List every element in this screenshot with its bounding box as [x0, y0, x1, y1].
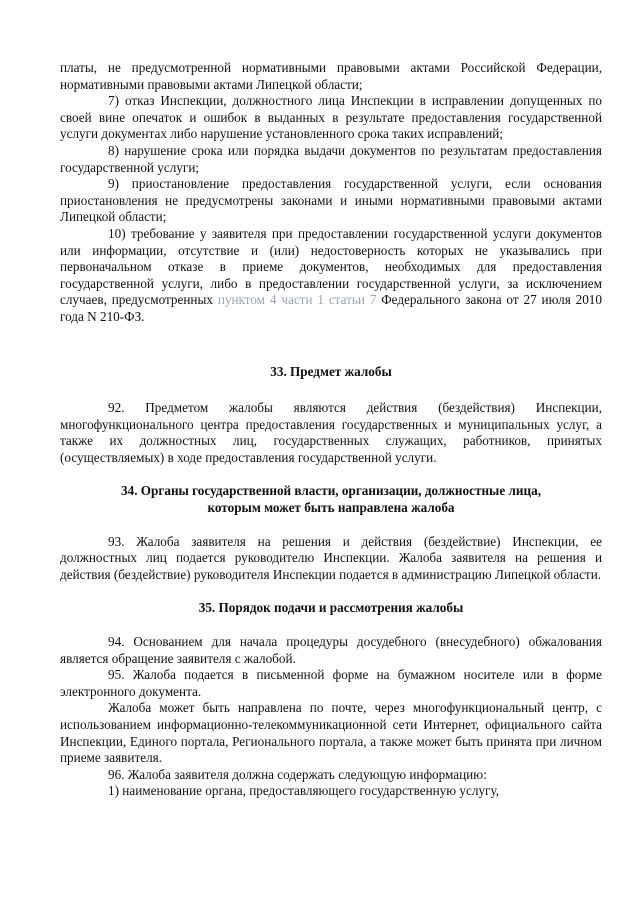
paragraph-95: 95. Жалоба подается в письменной форме на бумажном носителе или в форме электронного документа. — [60, 667, 602, 699]
paragraph-95-delivery: Жалоба может быть направлена по почте, через многофункциональный центр, с использованием информационно-телекоммуникационной сети Интернет, официального сайта Инспекции, Единого портала, Регионального портала, а также может быть принята при личном приеме заявителя. — [60, 700, 602, 766]
item-10-text-b: Федерального закона от 27 июля 2010 года N 210-ФЗ. — [60, 292, 602, 324]
paragraph-96: 96. Жалоба заявителя должна содержать следующую информацию: — [108, 766, 487, 782]
paragraph-item-10 — [60, 226, 602, 326]
section-34-heading-line1: 34. Органы государственной власти, организации, должностные лица, — [121, 483, 541, 499]
paragraph-92: 92. Предметом жалобы являются действия (бездействия) Инспекции, многофункционального центра предоставления государственных и муниципальных услуг, а также их должностных лиц, государственных служащих, работников, принятых (осуществляемых) в ходе предоставления государственной услуги. — [60, 400, 602, 465]
item-10-text-a: 10) требование у заявителя при предоставлении государственной услуги документов или информации, отсутствие и (или) недостоверность которых не указывались при первоначальном отказе в приеме документов, необходимых для предоставления государственной услуги, либо в предоставлении государственной услуги, за исключением случаев, предусмотренных — [60, 225, 602, 308]
section-34-heading-line2: которым может быть направлена жалоба — [207, 500, 455, 516]
law-reference-link[interactable]: пунктом 4 части 1 статьи 7 — [217, 292, 377, 308]
paragraph-fee: платы, не предусмотренной нормативными правовыми актами Российской Федерации, нормативными правовыми актами Липецкой области; — [60, 60, 602, 92]
paragraph-96-item-1: 1) наименование органа, предоставляющего государственную услугу, — [108, 783, 500, 799]
section-35-heading: 35. Порядок подачи и рассмотрения жалобы — [198, 600, 464, 616]
paragraph-93: 93. Жалоба заявителя на решения и действия (бездействие) Инспекции, ее должностных лиц подается руководителю Инспекции. Жалоба заявителя на решения и действия (бездействие) руководителя Инспекции подается в администрацию Липецкой области. — [60, 533, 602, 582]
section-33-heading: 33. Предмет жалобы — [270, 363, 392, 379]
paragraph-94: 94. Основанием для начала процедуры досудебного (внесудебного) обжалования является обращение заявителя с жалобой. — [60, 634, 602, 666]
paragraph-item-8: 8) нарушение срока или порядка выдачи документов по результатам предоставления государственной услуги; — [60, 142, 602, 175]
paragraph-item-9: 9) приостановление предоставления государственной услуги, если основания приостановления не предусмотрены законами и иными нормативными правовыми актами Липецкой области; — [60, 176, 602, 225]
paragraph-item-7: 7) отказ Инспекции, должностного лица Инспекции в исправлении допущенных по своей вине опечаток и ошибок в выданных в результате предоставления государственной услуги документах либо нарушение установленного срока таких исправлений; — [60, 93, 602, 142]
